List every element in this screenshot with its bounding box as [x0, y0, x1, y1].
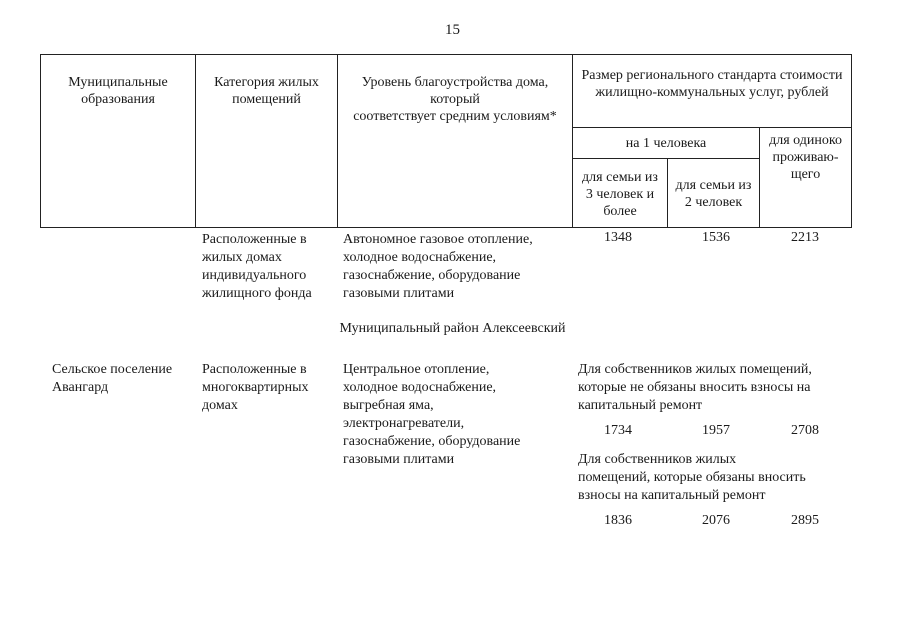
header-family-3: для семьи из 3 человек и более — [573, 159, 668, 228]
row1-value-family3: 1348 — [604, 230, 632, 245]
row2-group-b-value-single: 2895 — [791, 513, 819, 528]
row2-municipal: Сельское поселение Авангард — [52, 362, 173, 395]
row1-value-family2: 1536 — [702, 230, 730, 245]
row1-level: Автономное газовое отопление, холодное водоснабжение, газоснабжение, оборудование газовыми плитами — [343, 232, 533, 301]
header-size: Размер регионального стандарта стоимости жилищно-коммунальных услуг, рублей — [573, 55, 852, 128]
row2-group-a-label: Для собственников жилых помещений, которые не обязаны вносить взносы на капитальный ремонт — [578, 362, 812, 413]
header-level: Уровень благоустройства дома, который соответствует средним условиям* — [338, 55, 573, 228]
header-family-2: для семьи из 2 человек — [668, 159, 760, 228]
header-category: Категория жилых помещений — [196, 55, 338, 228]
page-number: 15 — [445, 22, 460, 38]
row1-value-single: 2213 — [791, 230, 819, 245]
row1-category: Расположенные в жилых домах индивидуального жилищного фонда — [202, 232, 312, 301]
header-municipal: Муниципальные образования — [41, 55, 196, 228]
row2-group-b-label: Для собственников жилых помещений, которые обязаны вносить взносы на капитальный ремонт — [578, 452, 806, 503]
header-table — [40, 54, 852, 228]
row2-group-a-value-family2: 1957 — [702, 423, 730, 438]
row2-group-b-value-family2: 2076 — [702, 513, 730, 528]
row2-group-a-value-single: 2708 — [791, 423, 819, 438]
row2-category: Расположенные в многоквартирных домах — [202, 362, 309, 413]
header-single: для одиноко проживаю-щего — [760, 128, 852, 228]
header-per-person: на 1 человека — [573, 128, 760, 159]
district-heading: Муниципальный район Алексеевский — [339, 321, 566, 336]
row2-group-a-value-family3: 1734 — [604, 423, 632, 438]
row2-level: Центральное отопление, холодное водоснабжение, выгребная яма, электронагреватели, газоснабжение, оборудование газовыми плитами — [343, 362, 521, 467]
row2-group-b-value-family3: 1836 — [604, 513, 632, 528]
